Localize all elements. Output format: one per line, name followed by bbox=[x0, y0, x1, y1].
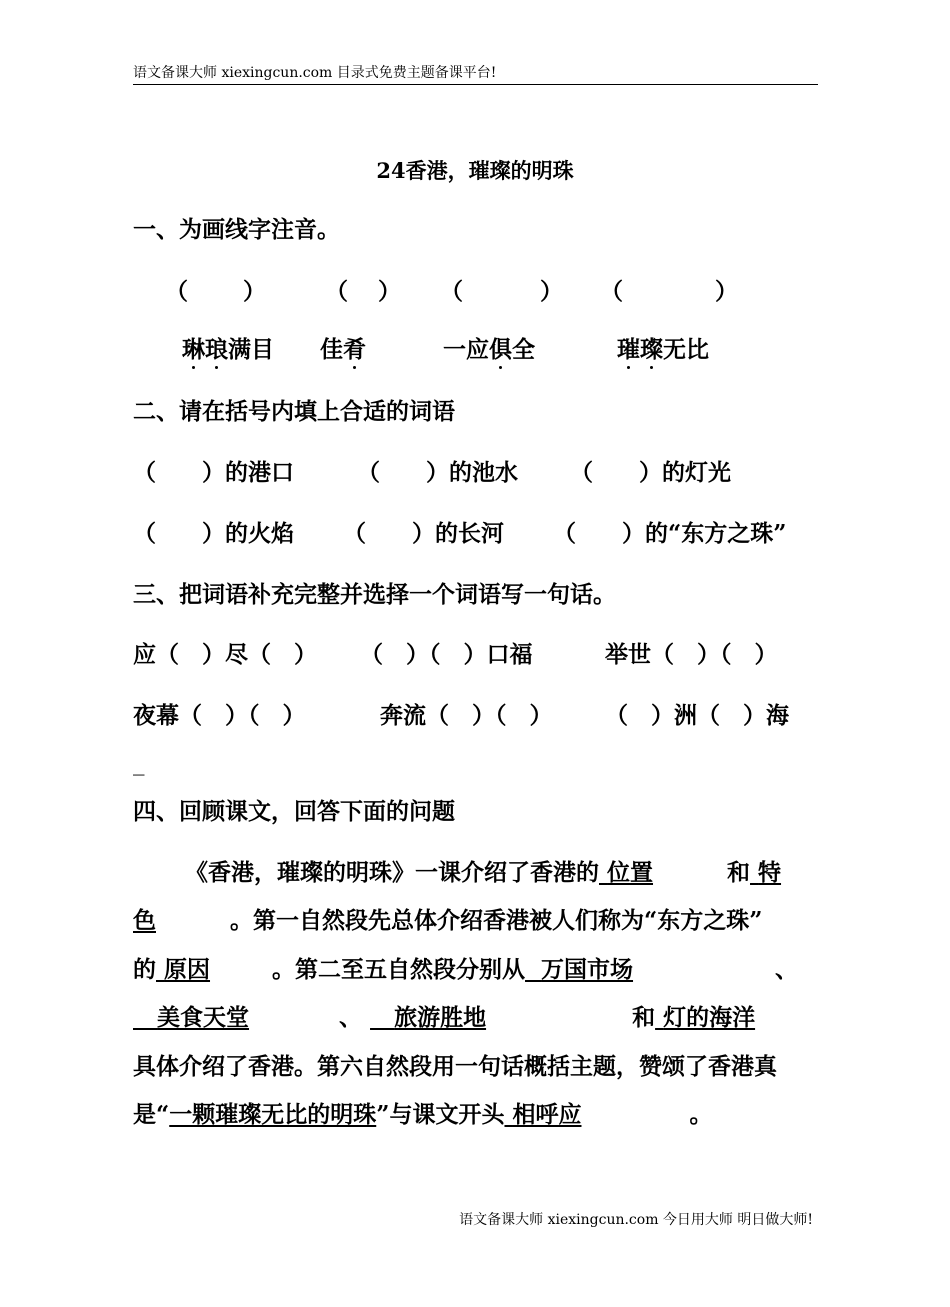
answer-blank bbox=[655, 1004, 755, 1031]
text: 的 bbox=[133, 956, 156, 983]
answer-text: 万国市场 bbox=[541, 956, 634, 983]
page-header: 语文备课大师 xiexingcun.com 目录式免费主题备课平台! bbox=[133, 64, 818, 85]
word-item bbox=[320, 335, 366, 365]
text: 。 bbox=[689, 1101, 713, 1128]
page-title: 24香港，璀璨的明珠 bbox=[376, 158, 574, 183]
idiom-item: 夜幕（ ）（ ） bbox=[133, 702, 306, 729]
text: 和 bbox=[727, 859, 751, 886]
fill-item: （ ）的池水 bbox=[357, 459, 518, 486]
answer-blank bbox=[750, 859, 781, 886]
paragraph-line bbox=[185, 858, 781, 888]
word-pre: 佳 bbox=[320, 336, 343, 363]
idiom-item: 举世（ ）（ ） bbox=[605, 641, 778, 668]
text: 、 bbox=[339, 1004, 363, 1031]
answer-text: 特 bbox=[758, 859, 782, 886]
dotted-char: 璨 bbox=[640, 336, 663, 363]
text: 《香港，璀璨的明珠》一课介绍了香港的 bbox=[185, 859, 599, 886]
paragraph-line: 具体介绍了香港。第六自然段用一句话概括主题，赞颂了香港真 bbox=[133, 1053, 777, 1080]
fill-item: （ ）的长河 bbox=[343, 520, 504, 547]
idiom-item: （ ）（ ）口福 bbox=[360, 641, 533, 668]
answer-blank bbox=[133, 1004, 339, 1031]
text: 。第一自然段先总体介绍香港被人们称为“东方之珠” bbox=[230, 907, 763, 934]
idiom-item: 奔流（ ）（ ） bbox=[380, 702, 553, 729]
idiom-item: （ ）洲（ ）海 bbox=[605, 702, 789, 729]
answer-text: 灯的海洋 bbox=[663, 1004, 756, 1031]
answer-blank bbox=[525, 956, 771, 983]
answer-text: 一颗璀璨无比的明珠 bbox=[169, 1101, 377, 1128]
word-item bbox=[443, 335, 535, 365]
text: ”与课文开头 bbox=[376, 1101, 505, 1128]
paren: （ bbox=[165, 278, 188, 305]
page-footer: 语文备课大师 xiexingcun.com 今日用大师 明日做大师! bbox=[459, 1212, 813, 1228]
paragraph-line bbox=[133, 1100, 712, 1130]
answer-text: 旅游胜地 bbox=[394, 1004, 487, 1031]
text: 、 bbox=[775, 956, 799, 983]
dotted-char: 肴 bbox=[343, 336, 366, 363]
paren: ） bbox=[540, 278, 563, 305]
paragraph-line bbox=[133, 955, 798, 985]
answer-blank bbox=[599, 859, 727, 886]
paren: ） bbox=[243, 278, 266, 305]
paren: ） bbox=[715, 278, 738, 305]
word-rest: 满目 bbox=[228, 336, 274, 363]
text: 。第二至五自然段分别从 bbox=[272, 956, 526, 983]
answer-blank bbox=[133, 907, 230, 934]
paragraph-line bbox=[133, 1003, 755, 1033]
answer-blank bbox=[156, 956, 272, 983]
paragraph-line bbox=[133, 906, 762, 936]
answer-text: 美食天堂 bbox=[157, 1004, 250, 1031]
dotted-char: 琅 bbox=[205, 336, 228, 363]
fill-item: （ ）的港口 bbox=[133, 459, 294, 486]
answer-blank bbox=[370, 1004, 632, 1031]
answer-text: 色 bbox=[133, 907, 156, 934]
word-rest: 无比 bbox=[663, 336, 709, 363]
paren: ） bbox=[378, 278, 401, 305]
word-pre: 一应 bbox=[443, 336, 489, 363]
text: 和 bbox=[632, 1004, 656, 1031]
section1-heading: 一、为画线字注音。 bbox=[133, 216, 340, 243]
paren: （ bbox=[600, 278, 623, 305]
section4-heading: 四、回顾课文，回答下面的问题 bbox=[133, 798, 455, 825]
answer-blank bbox=[504, 1101, 689, 1128]
section2-heading: 二、请在括号内填上合适的词语 bbox=[133, 398, 455, 425]
dotted-char: 璀 bbox=[617, 336, 640, 363]
word-item bbox=[182, 335, 274, 365]
section3-heading: 三、把词语补充完整并选择一个词语写一句话。 bbox=[133, 581, 616, 608]
answer-text: 位置 bbox=[607, 859, 654, 886]
word-item bbox=[617, 335, 709, 365]
text: 是“ bbox=[133, 1101, 170, 1128]
fill-item: （ ）的灯光 bbox=[570, 459, 731, 486]
dotted-char: 琳 bbox=[182, 336, 205, 363]
word-rest: 全 bbox=[512, 336, 535, 363]
dotted-char: 俱 bbox=[489, 336, 512, 363]
paren: （ bbox=[440, 278, 463, 305]
answer-text: 相呼应 bbox=[512, 1101, 582, 1128]
idiom-item: 应（ ）尽（ ） bbox=[133, 641, 317, 668]
answer-text: 原因 bbox=[164, 956, 211, 983]
fill-item: （ ）的火焰 bbox=[133, 520, 294, 547]
fill-item: （ ）的“东方之珠” bbox=[553, 520, 787, 547]
paren: （ bbox=[325, 278, 348, 305]
answer-line: _ bbox=[133, 750, 145, 776]
